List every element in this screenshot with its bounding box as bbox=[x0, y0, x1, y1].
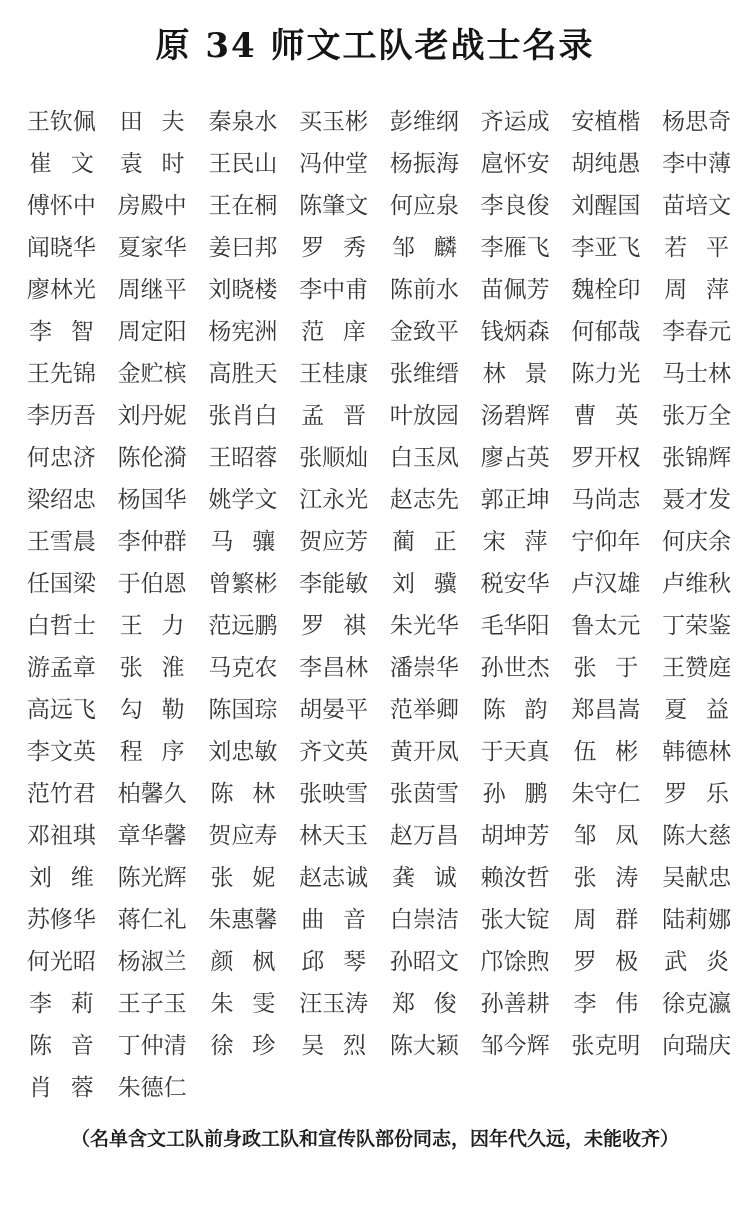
name-entry: 廖林光 bbox=[26, 277, 96, 303]
name-entry: 朱光华 bbox=[389, 613, 459, 639]
name-entry bbox=[288, 395, 379, 437]
name-given: 维 bbox=[70, 865, 94, 891]
name-given: 音 bbox=[70, 1033, 94, 1059]
name-entry: 张大锭 bbox=[480, 907, 550, 933]
name-entry bbox=[379, 521, 470, 563]
name-entry bbox=[288, 311, 379, 353]
name-given: 晋 bbox=[343, 403, 366, 429]
name-surname: 邹 bbox=[392, 235, 415, 261]
name-entry: 李文英 bbox=[26, 739, 96, 765]
name-entry bbox=[288, 605, 379, 647]
name-entry bbox=[107, 143, 198, 185]
name-entry: 张万全 bbox=[662, 403, 732, 429]
name-surname: 颜 bbox=[210, 949, 234, 975]
name-surname: 刘 bbox=[392, 571, 415, 597]
name-surname: 李 bbox=[573, 991, 597, 1017]
name-entry: 郑昌嵩 bbox=[571, 697, 641, 723]
name-given: 庠 bbox=[343, 319, 366, 345]
name-given: 序 bbox=[161, 739, 185, 765]
name-entry: 向瑞庆 bbox=[662, 1033, 732, 1059]
name-surname: 张 bbox=[210, 865, 234, 891]
name-entry: 李雁飞 bbox=[480, 235, 550, 261]
name-entry: 胡坤芳 bbox=[480, 823, 550, 849]
name-entry: 张锦辉 bbox=[662, 445, 732, 471]
name-entry: 李中薄 bbox=[662, 151, 732, 177]
name-entry: 陈光辉 bbox=[117, 865, 187, 891]
name-given: 琴 bbox=[343, 949, 366, 975]
name-entry: 韩德林 bbox=[662, 739, 732, 765]
name-surname: 崔 bbox=[29, 151, 52, 177]
name-entry: 李春元 bbox=[662, 319, 732, 345]
name-entry bbox=[198, 773, 289, 815]
name-entry: 陈力光 bbox=[571, 361, 641, 387]
name-entry: 范举卿 bbox=[389, 697, 459, 723]
name-entry: 孙善耕 bbox=[480, 991, 550, 1017]
name-entry: 杨宪洲 bbox=[208, 319, 278, 345]
name-entry: 曾繁彬 bbox=[208, 571, 278, 597]
name-entry: 贺应寿 bbox=[208, 823, 278, 849]
name-given: 祺 bbox=[343, 613, 366, 639]
name-entry bbox=[198, 857, 289, 899]
name-surname: 徐 bbox=[210, 1033, 234, 1059]
name-given: 夫 bbox=[161, 109, 185, 135]
footnote: （名单含文工队前身政工队和宣传队部份同志，因年代久远，未能收齐） bbox=[70, 1128, 679, 1150]
name-entry: 林天玉 bbox=[299, 823, 369, 849]
name-entry bbox=[288, 941, 379, 983]
name-entry bbox=[379, 983, 470, 1025]
name-entry: 张维缙 bbox=[389, 361, 459, 387]
name-entry: 王子玉 bbox=[117, 991, 187, 1017]
name-surname: 伍 bbox=[573, 739, 597, 765]
name-surname: 马 bbox=[210, 529, 234, 555]
name-entry: 陈肇文 bbox=[299, 193, 369, 219]
name-given: 群 bbox=[615, 907, 639, 933]
name-entry bbox=[288, 899, 379, 941]
name-entry bbox=[561, 647, 652, 689]
name-entry: 王桂康 bbox=[299, 361, 369, 387]
name-entry bbox=[379, 227, 470, 269]
name-entry bbox=[561, 815, 652, 857]
page-title: 原 34 师文工队老战士名录 bbox=[155, 26, 595, 66]
name-entry: 叶放园 bbox=[389, 403, 459, 429]
name-entry: 白崇洁 bbox=[389, 907, 459, 933]
name-entry: 章华馨 bbox=[117, 823, 187, 849]
name-entry: 钱炳森 bbox=[480, 319, 550, 345]
name-entry: 杨国华 bbox=[117, 487, 187, 513]
name-entry bbox=[16, 311, 107, 353]
name-entry: 孙世杰 bbox=[480, 655, 550, 681]
name-given: 于 bbox=[615, 655, 639, 681]
name-surname: 勾 bbox=[119, 697, 143, 723]
name-surname: 周 bbox=[664, 277, 688, 303]
name-entry: 梁绍忠 bbox=[26, 487, 96, 513]
name-entry: 王雪晨 bbox=[26, 529, 96, 555]
name-entry bbox=[288, 227, 379, 269]
name-entry: 卢维秋 bbox=[662, 571, 732, 597]
name-surname: 罗 bbox=[301, 613, 325, 639]
name-entry: 苗佩芳 bbox=[480, 277, 550, 303]
name-given: 力 bbox=[161, 613, 185, 639]
name-list bbox=[16, 101, 742, 1109]
name-entry: 李历吾 bbox=[26, 403, 96, 429]
name-entry bbox=[561, 941, 652, 983]
name-entry: 王先锦 bbox=[26, 361, 96, 387]
name-entry: 李亚飞 bbox=[571, 235, 641, 261]
name-entry: 张茵雪 bbox=[389, 781, 459, 807]
name-entry bbox=[651, 941, 742, 983]
name-entry: 何应泉 bbox=[389, 193, 459, 219]
name-given: 韵 bbox=[524, 697, 548, 723]
name-entry: 贺应芳 bbox=[299, 529, 369, 555]
name-entry: 魏栓印 bbox=[571, 277, 641, 303]
name-given: 彬 bbox=[615, 739, 639, 765]
name-entry bbox=[379, 857, 470, 899]
name-entry: 于伯恩 bbox=[117, 571, 187, 597]
name-entry: 鲁太元 bbox=[571, 613, 641, 639]
name-surname: 孟 bbox=[301, 403, 325, 429]
name-entry: 白哲士 bbox=[26, 613, 96, 639]
name-surname: 刘 bbox=[29, 865, 52, 891]
name-surname: 邱 bbox=[301, 949, 325, 975]
name-entry: 陈大颖 bbox=[389, 1033, 459, 1059]
name-entry: 杨振海 bbox=[389, 151, 459, 177]
name-surname: 肖 bbox=[29, 1075, 52, 1101]
name-entry bbox=[470, 521, 561, 563]
name-entry bbox=[107, 689, 198, 731]
name-entry bbox=[198, 941, 289, 983]
name-entry: 张肖白 bbox=[208, 403, 278, 429]
name-entry bbox=[107, 605, 198, 647]
name-entry bbox=[561, 395, 652, 437]
name-entry: 郭正坤 bbox=[480, 487, 550, 513]
name-entry: 范远鹏 bbox=[208, 613, 278, 639]
name-entry bbox=[561, 983, 652, 1025]
name-entry: 赖汝哲 bbox=[480, 865, 550, 891]
name-entry: 何郁哉 bbox=[571, 319, 641, 345]
name-entry: 税安华 bbox=[480, 571, 550, 597]
name-entry: 苏修华 bbox=[26, 907, 96, 933]
name-entry: 王昭蓉 bbox=[208, 445, 278, 471]
name-entry: 何庆余 bbox=[662, 529, 732, 555]
name-entry: 冯仲堂 bbox=[299, 151, 369, 177]
name-given: 萍 bbox=[706, 277, 729, 303]
name-entry: 闻晓华 bbox=[26, 235, 96, 261]
name-entry bbox=[651, 227, 742, 269]
name-given: 秀 bbox=[343, 235, 366, 261]
name-entry bbox=[198, 983, 289, 1025]
name-given: 珍 bbox=[252, 1033, 276, 1059]
name-given: 勒 bbox=[161, 697, 185, 723]
name-entry bbox=[16, 1067, 107, 1109]
name-given: 极 bbox=[615, 949, 639, 975]
name-entry: 周继平 bbox=[117, 277, 187, 303]
name-given: 烈 bbox=[343, 1033, 366, 1059]
name-entry bbox=[107, 101, 198, 143]
name-surname: 林 bbox=[482, 361, 506, 387]
name-surname: 袁 bbox=[119, 151, 143, 177]
name-entry: 丁仲清 bbox=[117, 1033, 187, 1059]
name-entry: 刘丹妮 bbox=[117, 403, 187, 429]
name-entry: 王在桐 bbox=[208, 193, 278, 219]
name-surname: 张 bbox=[573, 655, 597, 681]
name-entry: 齐文英 bbox=[299, 739, 369, 765]
name-given: 鹏 bbox=[524, 781, 548, 807]
name-surname: 王 bbox=[119, 613, 143, 639]
name-entry bbox=[651, 269, 742, 311]
name-entry: 金贮槟 bbox=[117, 361, 187, 387]
name-entry: 卢汉雄 bbox=[571, 571, 641, 597]
name-surname: 李 bbox=[29, 991, 52, 1017]
name-surname: 李 bbox=[29, 319, 52, 345]
name-entry: 丁荣鉴 bbox=[662, 613, 732, 639]
name-entry bbox=[561, 899, 652, 941]
name-surname: 罗 bbox=[573, 949, 597, 975]
name-entry: 黄开凤 bbox=[389, 739, 459, 765]
name-entry bbox=[107, 731, 198, 773]
name-entry: 聂才发 bbox=[662, 487, 732, 513]
name-entry: 刘忠敏 bbox=[208, 739, 278, 765]
name-entry: 朱德仁 bbox=[117, 1075, 187, 1101]
name-surname: 蔺 bbox=[392, 529, 415, 555]
name-entry: 宁仰年 bbox=[571, 529, 641, 555]
name-entry: 买玉彬 bbox=[299, 109, 369, 135]
name-entry bbox=[198, 1025, 289, 1067]
name-entry: 苗培文 bbox=[662, 193, 732, 219]
name-entry bbox=[16, 143, 107, 185]
name-given: 文 bbox=[70, 151, 94, 177]
name-entry: 李昌林 bbox=[299, 655, 369, 681]
name-entry: 邓祖琪 bbox=[26, 823, 96, 849]
name-entry: 张顺灿 bbox=[299, 445, 369, 471]
name-entry: 姚学文 bbox=[208, 487, 278, 513]
name-surname: 陈 bbox=[482, 697, 506, 723]
name-given: 凤 bbox=[615, 823, 639, 849]
name-entry: 刘醒国 bbox=[571, 193, 641, 219]
name-entry: 何忠济 bbox=[26, 445, 96, 471]
name-entry: 马克农 bbox=[208, 655, 278, 681]
name-entry: 赵万昌 bbox=[389, 823, 459, 849]
name-entry: 周定阳 bbox=[117, 319, 187, 345]
name-given: 麟 bbox=[433, 235, 457, 261]
name-given: 俊 bbox=[433, 991, 457, 1017]
name-entry: 于天真 bbox=[480, 739, 550, 765]
name-entry: 赵志诚 bbox=[299, 865, 369, 891]
name-given: 时 bbox=[161, 151, 185, 177]
name-given: 益 bbox=[706, 697, 729, 723]
name-entry: 徐克瀛 bbox=[662, 991, 732, 1017]
name-surname: 程 bbox=[119, 739, 143, 765]
name-entry: 朱惠馨 bbox=[208, 907, 278, 933]
name-entry: 王民山 bbox=[208, 151, 278, 177]
name-entry bbox=[16, 857, 107, 899]
name-entry: 赵志先 bbox=[389, 487, 459, 513]
name-entry bbox=[107, 647, 198, 689]
name-surname: 张 bbox=[573, 865, 597, 891]
name-entry: 安植楷 bbox=[571, 109, 641, 135]
name-entry: 游孟章 bbox=[26, 655, 96, 681]
name-given: 枫 bbox=[252, 949, 276, 975]
name-given: 骧 bbox=[252, 529, 276, 555]
name-entry: 高胜天 bbox=[208, 361, 278, 387]
name-entry: 潘崇华 bbox=[389, 655, 459, 681]
name-surname: 范 bbox=[301, 319, 325, 345]
name-surname: 陈 bbox=[29, 1033, 52, 1059]
name-surname: 曹 bbox=[573, 403, 597, 429]
name-entry: 何光昭 bbox=[26, 949, 96, 975]
name-entry: 毛华阳 bbox=[480, 613, 550, 639]
name-entry: 刘晓楼 bbox=[208, 277, 278, 303]
name-entry: 马尚志 bbox=[571, 487, 641, 513]
name-entry: 陆莉娜 bbox=[662, 907, 732, 933]
name-entry: 杨思奇 bbox=[662, 109, 732, 135]
name-entry: 白玉凤 bbox=[389, 445, 459, 471]
name-given: 莉 bbox=[70, 991, 94, 1017]
name-entry: 汤碧辉 bbox=[480, 403, 550, 429]
name-entry: 陈伦漪 bbox=[117, 445, 187, 471]
name-entry: 王钦佩 bbox=[26, 109, 96, 135]
name-entry: 罗开权 bbox=[571, 445, 641, 471]
name-entry: 张映雪 bbox=[299, 781, 369, 807]
name-given: 炎 bbox=[706, 949, 729, 975]
name-surname: 朱 bbox=[210, 991, 234, 1017]
name-surname: 孙 bbox=[482, 781, 506, 807]
name-entry: 马士林 bbox=[662, 361, 732, 387]
name-entry bbox=[470, 353, 561, 395]
name-surname: 陈 bbox=[210, 781, 234, 807]
name-given: 诚 bbox=[433, 865, 457, 891]
name-entry bbox=[651, 689, 742, 731]
name-given: 淮 bbox=[161, 655, 185, 681]
name-given: 林 bbox=[252, 781, 276, 807]
name-given: 乐 bbox=[706, 781, 729, 807]
name-entry: 吴献忠 bbox=[662, 865, 732, 891]
name-entry: 李中甫 bbox=[299, 277, 369, 303]
name-given: 蓉 bbox=[70, 1075, 94, 1101]
name-surname: 邹 bbox=[573, 823, 597, 849]
name-entry bbox=[198, 521, 289, 563]
name-given: 妮 bbox=[252, 865, 276, 891]
name-entry bbox=[379, 563, 470, 605]
name-entry: 李能敏 bbox=[299, 571, 369, 597]
name-entry: 张克明 bbox=[571, 1033, 641, 1059]
name-surname: 郑 bbox=[392, 991, 415, 1017]
name-entry: 陈大慈 bbox=[662, 823, 732, 849]
name-entry: 扈怀安 bbox=[480, 151, 550, 177]
name-entry: 房殿中 bbox=[117, 193, 187, 219]
name-entry: 李良俊 bbox=[480, 193, 550, 219]
name-entry: 杨淑兰 bbox=[117, 949, 187, 975]
name-entry bbox=[288, 1025, 379, 1067]
name-entry bbox=[651, 773, 742, 815]
name-surname: 龚 bbox=[392, 865, 415, 891]
name-given: 英 bbox=[615, 403, 639, 429]
name-surname: 吴 bbox=[301, 1033, 325, 1059]
name-entry: 廖占英 bbox=[480, 445, 550, 471]
name-entry: 邹今辉 bbox=[480, 1033, 550, 1059]
name-entry: 陈国琮 bbox=[208, 697, 278, 723]
name-given: 骥 bbox=[433, 571, 457, 597]
name-surname: 田 bbox=[119, 109, 143, 135]
name-entry bbox=[16, 983, 107, 1025]
name-entry: 蒋仁礼 bbox=[117, 907, 187, 933]
name-entry: 李仲群 bbox=[117, 529, 187, 555]
name-surname: 周 bbox=[573, 907, 597, 933]
name-surname: 夏 bbox=[664, 697, 688, 723]
name-entry: 朱守仁 bbox=[571, 781, 641, 807]
name-entry: 傅怀中 bbox=[26, 193, 96, 219]
name-entry: 胡晏平 bbox=[299, 697, 369, 723]
name-entry: 高远飞 bbox=[26, 697, 96, 723]
name-entry: 江永光 bbox=[299, 487, 369, 513]
name-entry: 秦泉水 bbox=[208, 109, 278, 135]
name-surname: 宋 bbox=[482, 529, 506, 555]
name-entry: 范竹君 bbox=[26, 781, 96, 807]
name-entry: 姜曰邦 bbox=[208, 235, 278, 261]
name-given: 平 bbox=[706, 235, 729, 261]
name-surname: 罗 bbox=[301, 235, 325, 261]
name-given: 雯 bbox=[252, 991, 276, 1017]
name-given: 音 bbox=[343, 907, 366, 933]
name-entry: 汪玉涛 bbox=[299, 991, 369, 1017]
name-entry: 邝馀煦 bbox=[480, 949, 550, 975]
name-surname: 张 bbox=[119, 655, 143, 681]
name-entry: 王赞庭 bbox=[662, 655, 732, 681]
name-given: 景 bbox=[524, 361, 548, 387]
name-given: 智 bbox=[70, 319, 94, 345]
name-entry: 彭维纲 bbox=[389, 109, 459, 135]
name-entry: 孙昭文 bbox=[389, 949, 459, 975]
name-entry: 金致平 bbox=[389, 319, 459, 345]
name-entry: 夏家华 bbox=[117, 235, 187, 261]
name-given: 涛 bbox=[615, 865, 639, 891]
name-entry: 齐运成 bbox=[480, 109, 550, 135]
name-entry: 任国梁 bbox=[26, 571, 96, 597]
name-surname: 若 bbox=[664, 235, 688, 261]
name-entry: 柏馨久 bbox=[117, 781, 187, 807]
name-entry bbox=[561, 731, 652, 773]
name-given: 伟 bbox=[615, 991, 639, 1017]
name-entry bbox=[561, 857, 652, 899]
name-surname: 武 bbox=[664, 949, 688, 975]
name-entry bbox=[16, 1025, 107, 1067]
name-entry: 胡纯愚 bbox=[571, 151, 641, 177]
name-given: 萍 bbox=[524, 529, 548, 555]
name-entry bbox=[470, 773, 561, 815]
name-entry bbox=[470, 689, 561, 731]
name-given: 正 bbox=[433, 529, 457, 555]
name-surname: 罗 bbox=[664, 781, 688, 807]
name-entry: 陈前水 bbox=[389, 277, 459, 303]
name-surname: 曲 bbox=[301, 907, 325, 933]
